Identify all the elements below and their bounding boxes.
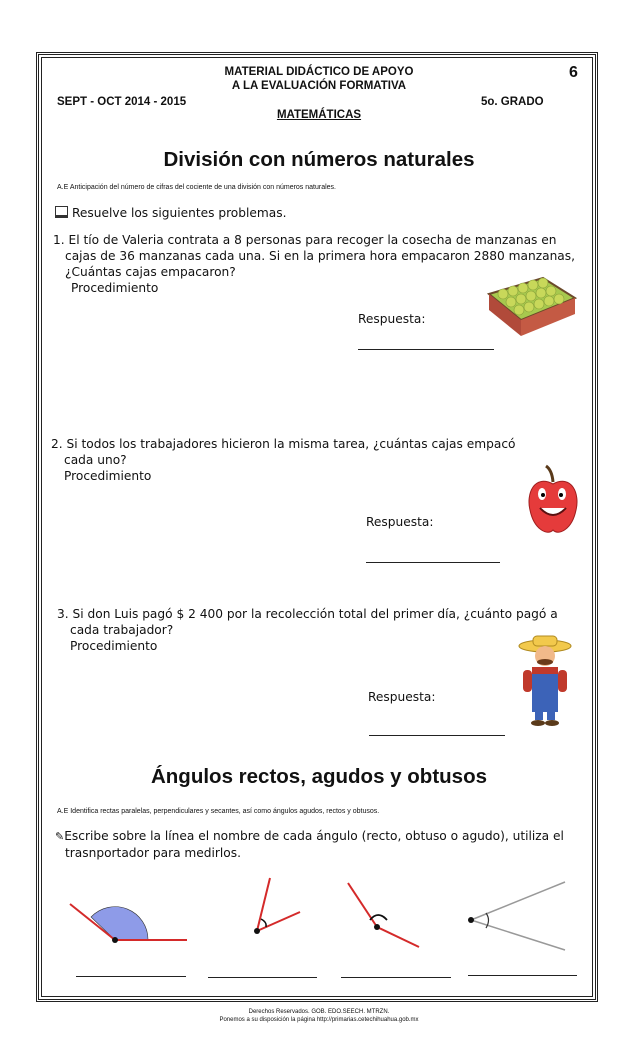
section2-instruction <box>55 828 564 861</box>
angle-answer-line-4[interactable] <box>468 975 577 976</box>
period: SEPT - OCT 2014 - 2015 <box>57 96 187 108</box>
apple-crate-image <box>485 272 577 338</box>
footer-line2: Ponemos a su disposición la página http://primarias.cetechihuahua.gob.mx <box>219 1017 419 1023</box>
angle-gray <box>468 882 565 950</box>
subject: MATEMÁTICAS <box>276 109 362 121</box>
procedure-label: Procedimiento <box>64 469 152 483</box>
instruction-text: Escribe sobre la línea el nombre de cada ángulo (recto, obtuso o agudo), utiliza el <box>64 829 564 843</box>
problem-1-line: ¿Cuántas cajas empacaron? <box>65 265 236 279</box>
problem-1-line: cajas de 36 manzanas cada una. Si en la primera hora empacaron 2880 manzanas, <box>65 249 575 263</box>
section2-title: Ángulos rectos, agudos y obtusos <box>150 765 487 788</box>
answer-line-3[interactable] <box>369 735 505 736</box>
problem-3 <box>57 606 558 654</box>
section1-ae: A.E Anticipación del número de cifras del cociente de una división con números naturales. <box>57 184 336 191</box>
header-line2: A LA EVALUACIÓN FORMATIVA <box>231 80 407 92</box>
section1-title: División con números naturales <box>163 148 475 171</box>
section1-instruction <box>55 205 286 221</box>
answer-line-1[interactable] <box>358 349 494 350</box>
section2-ae: A.E Identifica rectas paralelas, perpendiculares y secantes, así como ángulos agudos, rectos y obtusos. <box>57 808 380 815</box>
angles-figure <box>60 870 580 960</box>
problem-3-line: cada trabajador? <box>70 623 174 637</box>
problem-2-line: cada uno? <box>64 453 127 467</box>
footer-line1: Derechos Reservados. GOB. EDO.SEECH. MTRZN. <box>248 1009 390 1015</box>
computer-icon <box>55 206 68 218</box>
pencil-icon: ✎ <box>55 830 65 843</box>
problem-2 <box>51 436 515 484</box>
problem-3-line: 3. Si don Luis pagó $ 2 400 por la recolección total del primer día, ¿cuánto pagó a <box>57 607 558 621</box>
instruction-text: Resuelve los siguientes problemas. <box>72 206 287 220</box>
procedure-label: Procedimiento <box>71 281 159 295</box>
angle-right-ish <box>254 878 300 934</box>
angle-answer-line-1[interactable] <box>76 976 186 977</box>
angle-answer-line-3[interactable] <box>341 977 451 978</box>
procedure-label: Procedimiento <box>70 639 158 653</box>
angle-acute <box>348 883 419 947</box>
smiling-apple-image <box>526 464 580 536</box>
page-number: 6 <box>569 64 578 81</box>
answer-line-2[interactable] <box>366 562 500 563</box>
farmer-image <box>515 634 575 726</box>
problem-2-line: 2. Si todos los trabajadores hicieron la misma tarea, ¿cuántas cajas empacó <box>51 437 516 451</box>
header-line1: MATERIAL DIDÁCTICO DE APOYO <box>224 66 414 78</box>
answer-label-1: Respuesta: <box>358 312 426 326</box>
angle-obtuse <box>70 904 187 943</box>
instruction-text: trasnportador para medirlos. <box>65 846 241 860</box>
grade: 5o. GRADO <box>481 96 544 108</box>
angle-answer-line-2[interactable] <box>208 977 317 978</box>
answer-label-2: Respuesta: <box>366 515 434 529</box>
answer-label-3: Respuesta: <box>368 690 436 704</box>
problem-1-line: 1. El tío de Valeria contrata a 8 personas para recoger la cosecha de manzanas en <box>53 233 557 247</box>
